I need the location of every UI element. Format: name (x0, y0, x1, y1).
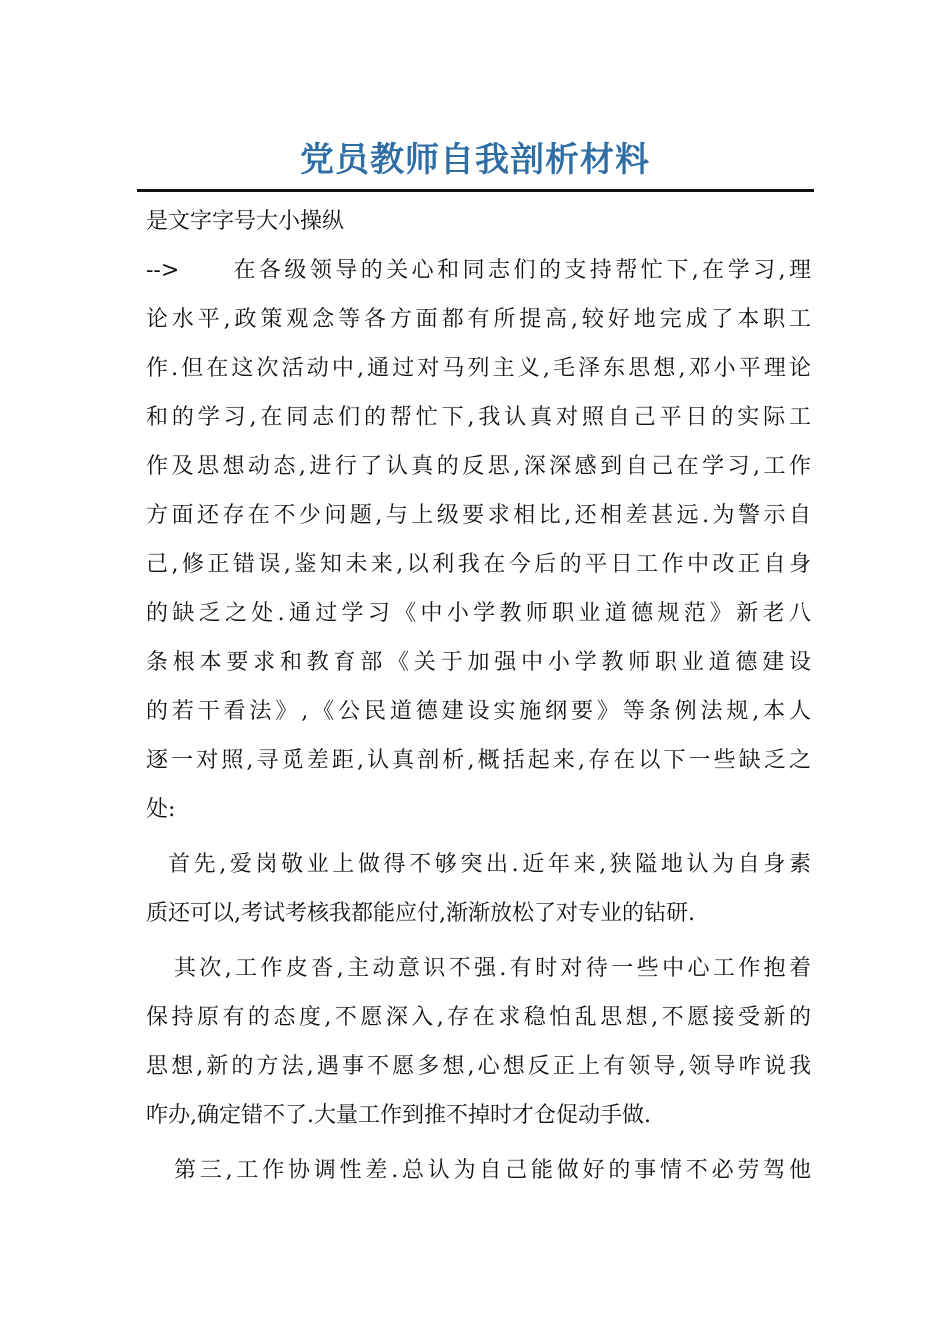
paragraph-line: 作及思想动态,进行了认真的反思,深深感到自己在学习,工作 (146, 454, 811, 479)
paragraph-4 (146, 1146, 811, 1195)
paragraph-line: 己,修正错误,鉴知未来,以利我在今后的平日工作中改正自身 (146, 552, 811, 577)
paragraph-line-text: 在各级领导的关心和同志们的支持帮忙下,在学习,理 (230, 258, 811, 283)
title-underline (137, 189, 814, 192)
paragraph-line: 第三,工作协调性差.总认为自己能做好的事情不必劳驾他 (174, 1158, 811, 1183)
paragraph-line: 思想,新的方法,遇事不愿多想,心想反正上有领导,领导咋说我 (146, 1054, 811, 1079)
paragraph-line: 和的学习,在同志们的帮忙下,我认真对照自己平日的实际工 (146, 405, 811, 430)
paragraph-line: 条根本要求和教育部《关于加强中小学教师职业道德建设 (146, 650, 811, 675)
paragraph-line: 处: (146, 797, 176, 822)
paragraph-line: 作.但在这次活动中,通过对马列主义,毛泽东思想,邓小平理论 (146, 356, 811, 381)
paragraph-1 (146, 246, 811, 834)
subtitle-line: 是文字字号大小操纵 (146, 209, 345, 234)
document-title: 党员教师自我剖析材料 (300, 140, 650, 180)
paragraph-line: 论水平,政策观念等各方面都有所提高,较好地完成了本职工 (146, 307, 811, 332)
paragraph-3 (146, 944, 811, 1140)
intro-prefix: --> (146, 258, 180, 283)
paragraph-line: 保持原有的态度,不愿深入,存在求稳怕乱思想,不愿接受新的 (146, 1005, 811, 1030)
paragraph-line: 咋办,确定错不了.大量工作到推不掉时才仓促动手做. (146, 1103, 651, 1128)
paragraph-line: 质还可以,考试考核我都能应付,渐渐放松了对专业的钻研. (146, 901, 695, 926)
paragraph-line: 的若干看法》,《公民道德建设实施纲要》等条例法规,本人 (146, 699, 811, 724)
paragraph-line: 逐一对照,寻觅差距,认真剖析,概括起来,存在以下一些缺乏之 (146, 748, 811, 773)
paragraph-line (146, 246, 811, 295)
paragraph-line: 方面还存在不少问题,与上级要求相比,还相差甚远.为警示自 (146, 503, 811, 528)
paragraph-2 (146, 840, 811, 938)
paragraph-line: 其次,工作皮沓,主动意识不强.有时对待一些中心工作抱着 (174, 956, 811, 981)
paragraph-line: 首先,爱岗敬业上做得不够突出.近年来,狭隘地认为自身素 (168, 852, 811, 877)
document-body (146, 197, 811, 1195)
paragraph-line: 的缺乏之处.通过学习《中小学教师职业道德规范》新老八 (146, 601, 811, 626)
